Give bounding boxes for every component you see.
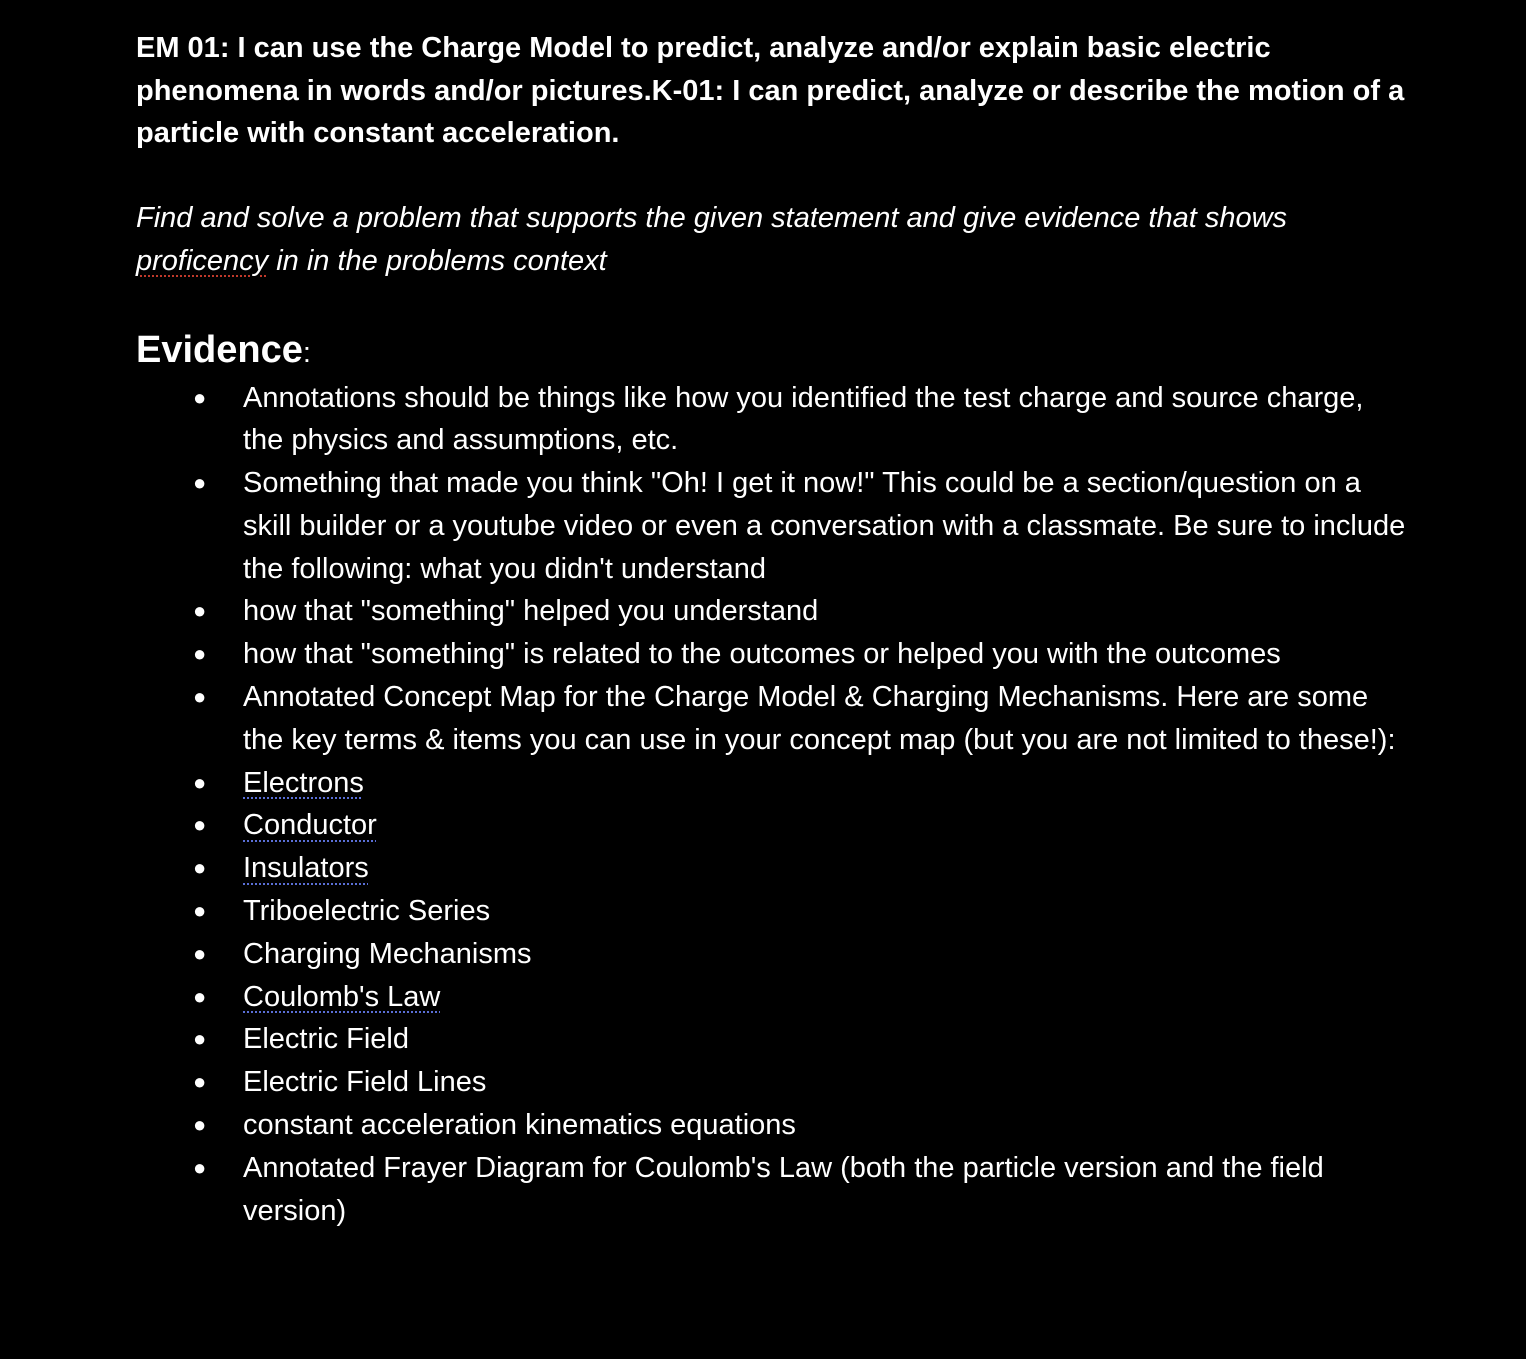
list-item-text: Electric Field Lines [243,1066,487,1099]
list-item-text: Triboelectric Series [243,895,491,928]
bullet-icon: ● [193,1112,207,1138]
evidence-heading [136,326,1406,377]
list-item [136,804,1406,847]
bullet-icon: ● [193,940,207,966]
bullet-icon: ● [193,812,207,838]
bullet-icon: ● [193,769,207,795]
list-item-text: how that "something" helped you understand [243,595,819,628]
list-item-text: Annotations should be things like how you identified the test charge and source charge, the physics and assumptions, etc. [243,381,1364,457]
list-item [136,762,1406,805]
list-item [136,933,1406,976]
list-item-text[interactable]: Conductor [243,809,377,842]
document-body [136,27,1406,1232]
evidence-list [136,377,1406,1233]
list-item-text: how that "something" is related to the outcomes or helped you with the outcomes [243,638,1281,671]
list-item-text: constant acceleration kinematics equations [243,1109,796,1142]
evidence-heading-colon: : [302,336,311,369]
bullet-icon: ● [193,1069,207,1095]
evidence-heading-text: Evidence [136,328,303,371]
list-item [136,377,1406,463]
bullet-icon: ● [193,384,207,410]
list-item-text: Charging Mechanisms [243,937,532,970]
instruction-text [136,197,1406,283]
learning-statement: EM 01: I can use the Charge Model to predict, analyze and/or explain basic electric phenomena in words and/or pictures.K-01: I can predict, analyze or describe the motion of a particle with constant acceleration. [136,32,1405,149]
bullet-icon: ● [193,684,207,710]
list-item-text[interactable]: Electrons [243,766,364,799]
bullet-icon: ● [193,598,207,624]
bullet-icon: ● [193,855,207,881]
list-item-text: Annotated Frayer Diagram for Coulomb's Law (both the particle version and the field version) [243,1151,1324,1227]
list-item [136,847,1406,890]
bullet-icon: ● [193,898,207,924]
list-item [136,676,1406,762]
list-item-text: Electric Field [243,1023,409,1056]
bullet-icon: ● [193,983,207,1009]
list-item [136,462,1406,590]
bullet-icon: ● [193,1026,207,1052]
bullet-icon: ● [193,641,207,667]
list-item-text: Annotated Concept Map for the Charge Model & Charging Mechanisms. Here are some the key terms & items you can use in your concept map (but you are not limited to these!): [243,681,1396,756]
misspelled-word[interactable]: proficency [136,244,269,277]
list-item [136,1104,1406,1147]
list-item-text[interactable]: Insulators [243,852,369,885]
list-item [136,1147,1406,1233]
list-item [136,590,1406,633]
instruction-part-1: Find and solve a problem that supports the given statement and give evidence that shows [136,201,1288,234]
bullet-icon: ● [193,470,207,496]
list-item [136,1061,1406,1104]
bullet-icon: ● [193,1154,207,1180]
list-item [136,976,1406,1019]
list-item [136,890,1406,933]
instruction-part-2: in in the problems context [268,244,607,277]
list-item [136,1018,1406,1061]
list-item-text: Something that made you think "Oh! I get it now!" This could be a section/question on a skill builder or a youtube video or even a conversation with a classmate. Be sure to include the following: what you didn't understand [243,467,1406,585]
list-item-text[interactable]: Coulomb's Law [243,980,441,1013]
list-item [136,633,1406,676]
